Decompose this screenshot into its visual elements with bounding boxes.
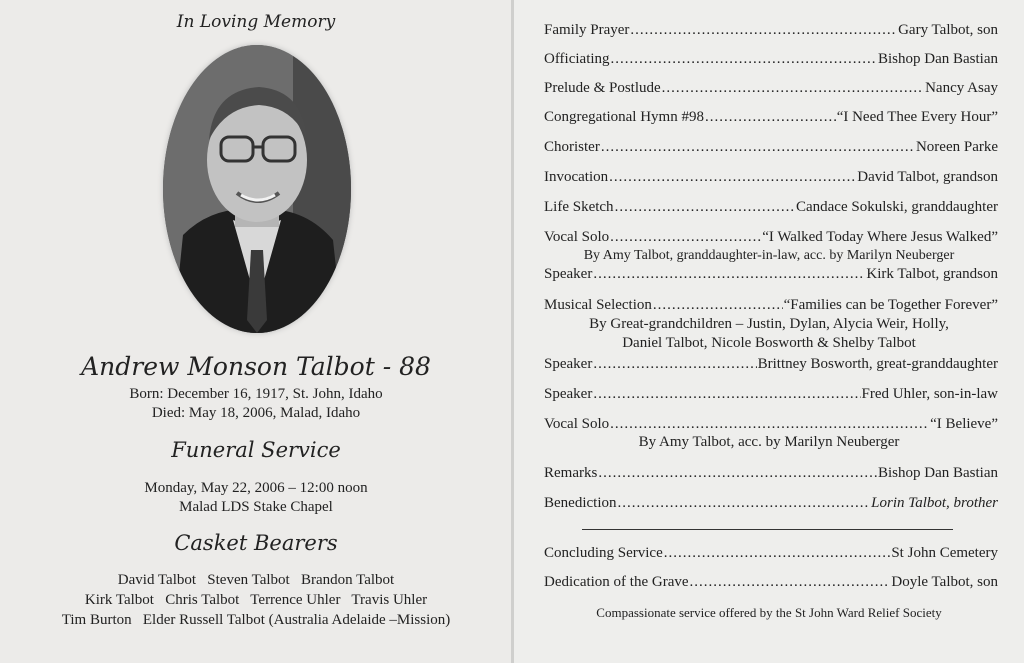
service-location: Malad LDS Stake Chapel (179, 499, 333, 515)
program-row-life-sketch: Life Sketch ..... Candace Sokulski, granddaughter (544, 198, 998, 216)
deceased-name: Andrew Monson Talbot - 88 (81, 352, 431, 381)
musical-selection-note-2: Daniel Talbot, Nicole Bosworth & Shelby Talbot (622, 335, 916, 351)
born-line: Born: December 16, 1917, St. John, Idaho (129, 386, 383, 402)
program-row-vocal-solo-1: Vocal Solo ..... “I Walked Today Where Jesus Walked” (544, 228, 998, 246)
vocal-solo-1-note: By Amy Talbot, granddaughter-in-law, acc. by Marilyn Neuberger (583, 248, 955, 263)
service-date: Monday, May 22, 2006 – 12:00 noon (144, 480, 368, 496)
vocal-solo-2-note: By Amy Talbot, acc. by Marilyn Neuberger (638, 434, 900, 450)
musical-selection-note-1: By Great-grandchildren – Justin, Dylan, Alycia Weir, Holly, (589, 316, 949, 332)
bearers-line-1: David Talbot Steven Talbot Brandon Talbot (117, 572, 395, 588)
died-line: Died: May 18, 2006, Malad, Idaho (151, 405, 361, 421)
program-row-family-prayer: Family Prayer ..... Gary Talbot, son (544, 21, 998, 39)
program-row-dedication: Dedication of the Grave ..... Doyle Talbot, son (544, 573, 998, 591)
program-row-hymn: Congregational Hymn #98 ..... “I Need Thee Every Hour” (544, 108, 998, 126)
program-row-prelude: Prelude & Postlude ..... Nancy Asay (544, 79, 998, 97)
program-row-musical-selection: Musical Selection ..... “Families can be Together Forever” (544, 296, 998, 314)
section-divider (582, 529, 953, 530)
funeral-service-heading: Funeral Service (171, 438, 341, 462)
program-row-concluding-service: Concluding Service ..... St John Cemetery (544, 544, 998, 562)
program-row-chorister: Chorister ..... Noreen Parke (544, 138, 998, 156)
program-row-invocation: Invocation ..... David Talbot, grandson (544, 168, 998, 186)
in-loving-memory-heading: In Loving Memory (176, 12, 336, 32)
portrait-photo (163, 45, 351, 333)
bearers-line-3: Tim Burton Elder Russell Talbot (Australia Adelaide –Mission) (61, 612, 451, 628)
program-row-remarks: Remarks ..... Bishop Dan Bastian (544, 464, 998, 482)
bearers-line-2: Kirk Talbot Chris Talbot Terrence Uhler Travis Uhler (84, 592, 428, 608)
program-row-benediction: Benediction ..... Lorin Talbot, brother (544, 494, 998, 512)
casket-bearers-heading: Casket Bearers (174, 531, 338, 555)
program-row-speaker-1: Speaker ..... Kirk Talbot, grandson (544, 265, 998, 283)
program-row-speaker-3: Speaker ..... Fred Uhler, son-in-law (544, 385, 998, 403)
program-row-speaker-2: Speaker ..... Brittney Bosworth, great-granddaughter (544, 355, 998, 373)
program-row-vocal-solo-2: Vocal Solo ..... “I Believe” (544, 415, 998, 433)
program-row-officiating: Officiating ..... Bishop Dan Bastian (544, 50, 998, 68)
relief-society-footer: Compassionate service offered by the St John Ward Relief Society (596, 605, 942, 620)
portrait-image (163, 45, 351, 333)
